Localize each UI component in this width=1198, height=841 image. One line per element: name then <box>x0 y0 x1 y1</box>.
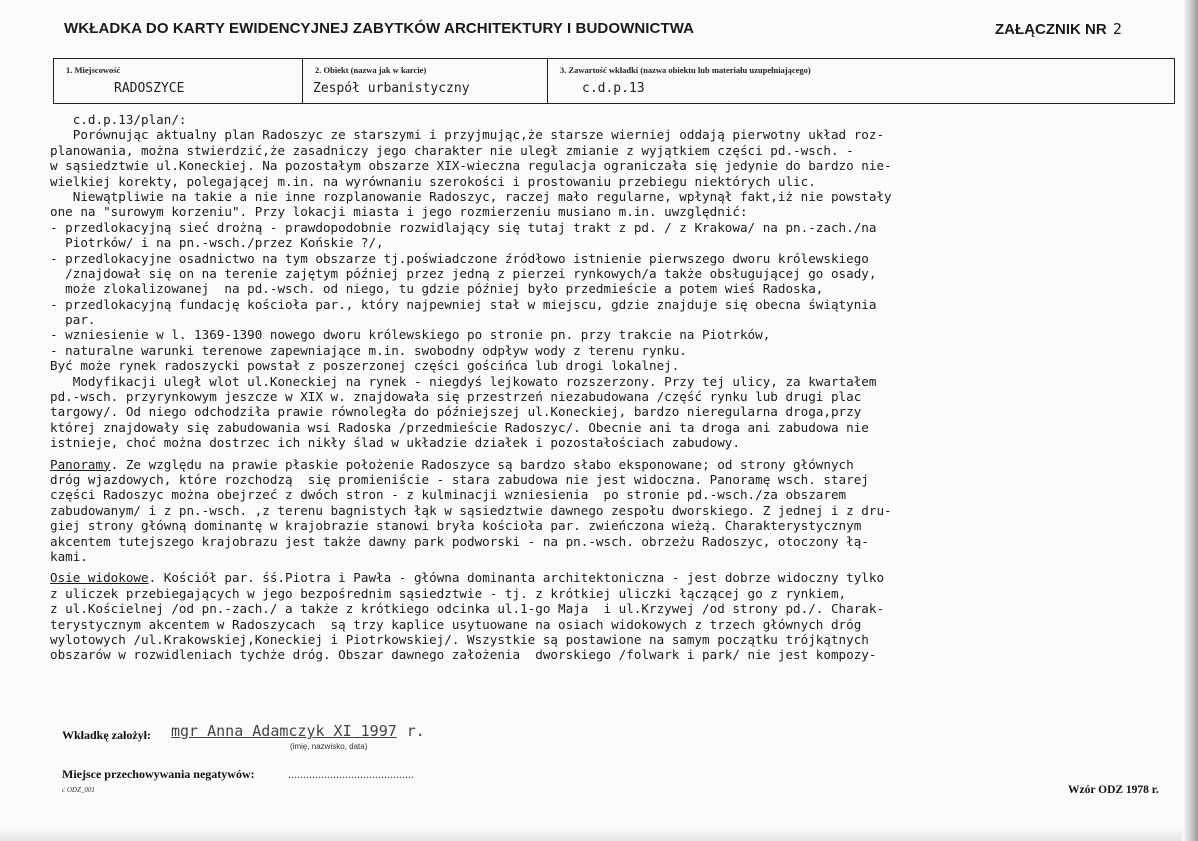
paper-right-edge <box>1182 0 1198 841</box>
object-value: Zespół urbanistyczny <box>313 81 470 96</box>
body-line: c.d.p.13/plan/: <box>50 112 187 127</box>
body-line: wielkiej korekty, polegającej m.in. na wyrównaniu szerokości i prostowaniu przebiegu niektórych ulic. <box>50 173 816 189</box>
body-line: terystycznym akcentem w Radoszycach są trzy kaplice usytuowane na osiach widokowych z trzech głównych dróg <box>50 616 862 632</box>
body-line: Osie widokowe. Kościół par. śś.Piotra i Pawła - główna dominanta architektoniczna - jest dobrze widoczny tylko <box>50 570 885 586</box>
locality-label: 1. Miejscowość <box>66 65 121 75</box>
body-line: one na "surowym korzeniu". Przy lokacji miasta i jego rozmierzeniu musiano m.in. uwzględnić: <box>50 204 748 220</box>
form-code: c ODZ_001 <box>62 786 95 794</box>
contents-cell <box>548 59 1174 103</box>
body-line: z uliczek przebiegających w jego bezpośrednim sąsiedztwie - tj. z krótkiej uliczki łączącej go z rynkiem, <box>50 585 847 601</box>
body-line: części Radoszyc można obejrzeć z dwóch stron - z kulminacji wzniesienia po stronie pd.-wsch./za obszarem <box>50 487 847 503</box>
annex-label-text: ZAŁĄCZNIK NR <box>995 21 1107 38</box>
author-entry <box>171 722 425 740</box>
body-line: par. <box>50 312 96 328</box>
body-line: Piotrków/ i na pn.-wsch./przez Końskie ?/, <box>50 235 384 251</box>
body-line: zabudowanym/ i z pn.-wsch. ,z terenu bagnistych łąk w sąsiedztwie dawnego zespołu dworskiego. Z jednej i z dru- <box>50 502 892 518</box>
body-line: wylotowych /ul.Krakowskiej,Koneckiej i Piotrkowskiej/. Wszystkie są postawione na samym początku trójkątnych <box>50 631 869 647</box>
contents-label: 3. Zawartość wkładki (nazwa obiektu lub materiału uzupełniającego) <box>560 65 811 75</box>
annex-number: 2 <box>1112 20 1122 38</box>
body-line: może zlokalizowanej na pd.-wsch. od niego, tu gdzie później było przedmieście a potem wieś Radoska, <box>50 281 824 297</box>
object-label: 2. Obiekt (nazwa jak w karcie) <box>315 65 427 75</box>
body-line: - wzniesienie w l. 1369-1390 nowego dworu królewskiego po stronie pn. przy trakcie na Piotrków, <box>50 327 771 343</box>
author-label: Wkładkę założył: <box>62 728 151 742</box>
body-line: kami. <box>50 548 88 564</box>
body-line: targowy/. Od niego odchodziła prawie równoległa do późniejszej ul.Koneckiej, bardzo nieregularna droga,przy <box>50 404 862 420</box>
contents-value: c.d.p.13 <box>582 81 645 96</box>
paper-bottom-edge <box>0 827 1198 841</box>
author-suffix: r. <box>406 722 425 740</box>
body-line: akcentem tutejszego krajobrazu jest także dawny park podworski - na pn.-wsch. obrzeżu Radoszyc, otoczony łą- <box>50 533 869 549</box>
document-title: WKŁADKA DO KARTY EWIDENCYJNEJ ZABYTKÓW ARCHITEKTURY I BUDOWNICTWA <box>64 20 695 37</box>
form-model: Wzór ODZ 1978 r. <box>1068 784 1159 796</box>
negatives-value: .......................................... <box>288 767 414 781</box>
body-line: w sąsiedztwie ul.Koneckiej. Na pozostałym obszarze XIX-wieczna regulacja ograniczała się jedynie do bardzo nie- <box>50 158 892 174</box>
section-heading: Osie widokowe <box>50 570 149 586</box>
body-line: - przedlokacyjne osadnictwo na tym obszarze tj.poświadczone źródłowo istnienie pierwszego dworu królewskiego <box>50 250 869 266</box>
body-line: - przedlokacyjną fundację kościoła par., który najpewniej stał w miejscu, gdzie znajduje się obecna świątynia <box>50 296 877 312</box>
body-line: Porównując aktualny plan Radoszyc ze starszymi i przyjmując,że starsze wierniej oddają pierwotny układ roz- <box>50 127 885 143</box>
annex-label <box>995 20 1122 38</box>
body-line: Panoramy. Ze względu na prawie płaskie położenie Radoszyce są bardzo słabo eksponowane; od strony głównych <box>50 456 854 472</box>
typed-body-text <box>50 112 1175 663</box>
body-line: istnieje, choć można dostrzec ich nikły ślad w układzie działek i pozostałościach zabudowy. <box>50 435 740 451</box>
body-line: której znajdowały się zabudowania wsi Radoska /przedmieście Radoszyc/. Obecnie ani ta droga ani zabudowa nie <box>50 419 869 435</box>
body-line: /znajdował się on na terenie zajętym później przez jedną z pierzei rynkowych/a także obsługującej go osady, <box>50 265 877 281</box>
body-line: pd.-wsch. przyrynkowym jeszcze w XIX w. znajdowała się przestrzeń niezabudowana /część rynku lub drugi plac <box>50 389 862 405</box>
body-line: planowania, można stwierdzić,że zasadniczy jego charakter nie uległ zmianie z wyjątkiem części pd.-wsch. - <box>50 142 854 158</box>
section-heading: Panoramy <box>50 456 111 472</box>
locality-value: RADOSZYCE <box>114 81 185 96</box>
body-line: z ul.Kościelnej /od pn.-zach./ a także z krótkiego odcinka ul.1-go Maja i ul.Krzywej /od strony pd./. Charak- <box>50 601 885 617</box>
author-value: mgr Anna Adamczyk XI 1997 <box>171 722 397 740</box>
body-line: Być może rynek radoszycki powstał z poszerzonej części gościńca lub drogi lokalnej. <box>50 358 680 374</box>
object-cell <box>303 59 548 103</box>
body-line: - przedlokacyjną sieć drożną - prawdopodobnie rozwidlający się tutaj trakt z pd. / z Krakowa/ na pn.-zach./na <box>50 219 877 235</box>
negatives-label: Miejsce przechowywania negatywów: <box>62 767 255 781</box>
body-line: Niewątpliwie na takie a nie inne rozplanowanie Radoszyc, raczej mało regularne, wpłynął fakt,iż nie powstały <box>50 188 892 204</box>
locality-cell <box>54 59 303 103</box>
body-line: - naturalne warunki terenowe zapewniające m.in. swobodny odpływ wody z terenu rynku. <box>50 342 687 358</box>
header-fields-table <box>53 58 1175 104</box>
body-line: giej strony główną dominantę w krajobrazie stanowi bryła kościoła par. zwieńczona wieżą. Charakterystycznym <box>50 518 862 534</box>
body-line: obszarów w rozwidleniach tychże dróg. Obszar dawnego założenia dworskiego /folwark i park/ nie jest kompozy- <box>50 647 877 663</box>
author-caption: (imię, nazwisko, data) <box>290 742 368 751</box>
body-line: dróg wjazdowych, które rozchodzą się promieniście - stara zabudowa nie jest widoczna. Panoramę wsch. starej <box>50 471 869 487</box>
body-line: Modyfikacji uległ wlot ul.Koneckiej na rynek - niegdyś lejkowato rozszerzony. Przy tej ulicy, za kwartałem <box>50 373 877 389</box>
